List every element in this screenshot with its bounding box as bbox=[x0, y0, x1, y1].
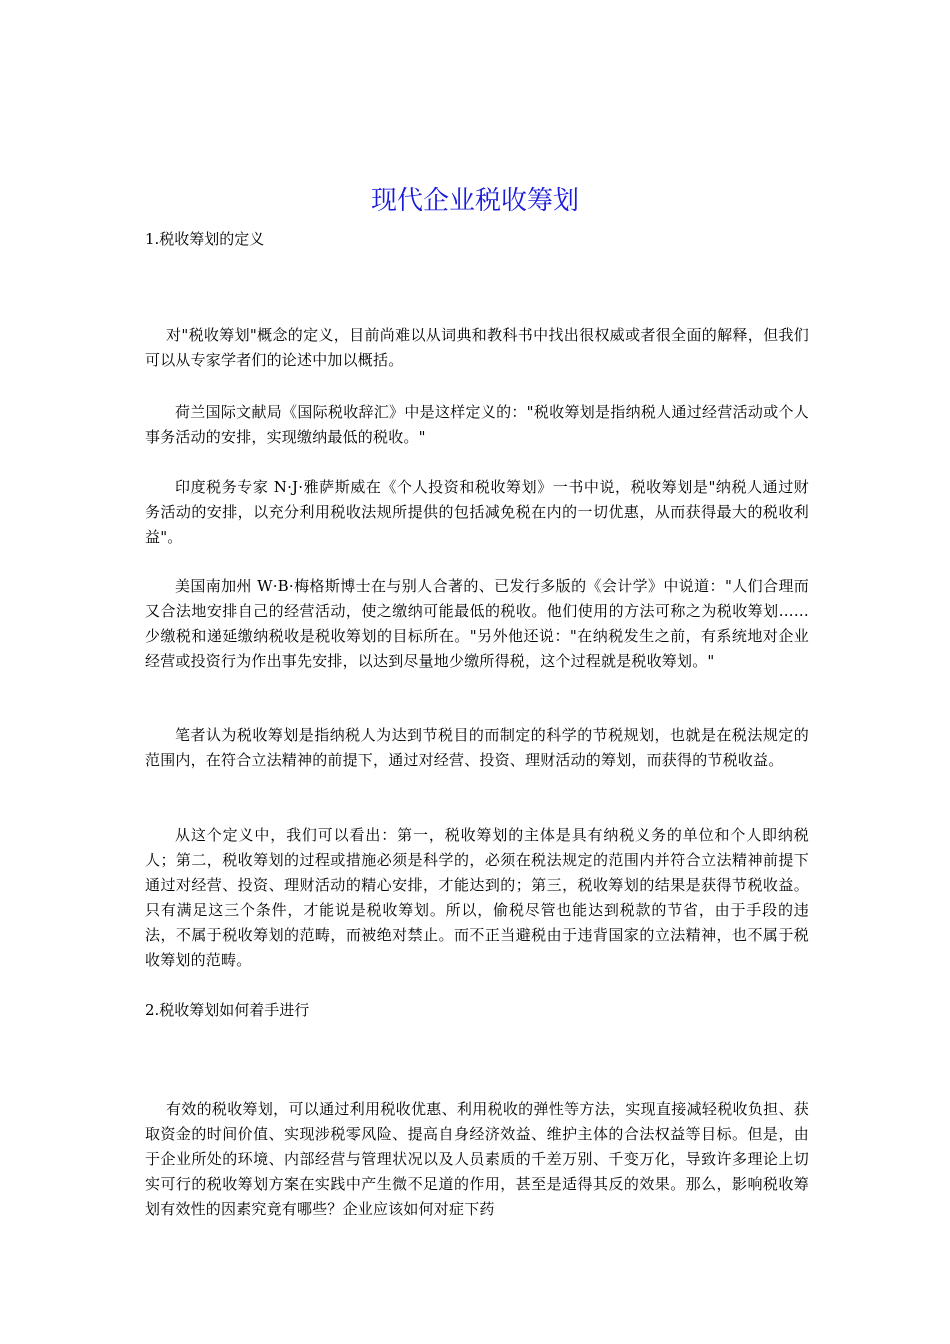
paragraph-1-1: 对"税收筹划"概念的定义，目前尚难以从词典和教科书中找出很权威或者很全面的解释，但我们可以从专家学者们的论述中加以概括。 bbox=[145, 326, 809, 369]
paragraph-1-6: 从这个定义中，我们可以看出：第一，税收筹划的主体是具有纳税义务的单位和个人即纳税人；第二，税收筹划的过程或措施必须是科学的，必须在税法规定的范围内并符合立法精神前提下通过对经营、投资、理财活动的精心安排，才能达到的；第三，税收筹划的结果是获得节税收益。只有满足这三个条件，才能说是税收筹划。所以，偷税尽管也能达到税款的节省，由于手段的违法，不属于税收筹划的范畴，而被绝对禁止。而不正当避税由于违背国家的立法精神，也不属于税收筹划的范畴。 bbox=[145, 826, 809, 969]
paragraph-2-1: 有效的税收筹划，可以通过利用税收优惠、利用税收的弹性等方法，实现直接减轻税收负担、获取资金的时间价值、实现涉税零风险、提高自身经济效益、维护主体的合法权益等目标。但是，由于企业所处的环境、内部经营与管理状况以及人员素质的千差万别、千变万化，导致许多理论上切实可行的税收筹划方案在实践中产生微不足道的作用，甚至是适得其反的效果。那么，影响税收筹划有效性的因素究竟有哪些？企业应该如何对症下药 bbox=[145, 1100, 809, 1218]
document-title: 现代企业税收筹划 bbox=[370, 186, 579, 216]
paragraph-1-5: 笔者认为税收筹划是指纳税人为达到节税目的而制定的科学的节税规划，也就是在税法规定的范围内，在符合立法精神的前提下，通过对经营、投资、理财活动的筹划，而获得的节税收益。 bbox=[145, 726, 809, 769]
section-heading-1: 1.税收筹划的定义 bbox=[145, 230, 265, 248]
paragraph-1-3: 印度税务专家 N·J·雅萨斯威在《个人投资和税收筹划》一书中说，税收筹划是"纳税人通过财务活动的安排，以充分利用税收法规所提供的包括减免税在内的一切优惠，从而获得最大的税收利益"。 bbox=[145, 478, 809, 546]
paragraph-1-4: 美国南加州 W·B·梅格斯博士在与别人合著的、已发行多版的《会计学》中说道："人们合理而又合法地安排自己的经营活动，使之缴纳可能最低的税收。他们使用的方法可称之为税收筹划……少缴税和递延缴纳税收是税收筹划的目标所在。"另外他还说："在纳税发生之前，有系统地对企业经营或投资行为作出事先安排，以达到尽量地少缴所得税，这个过程就是税收筹划。" bbox=[145, 577, 809, 670]
paragraph-1-2: 荷兰国际文献局《国际税收辞汇》中是这样定义的："税收筹划是指纳税人通过经营活动或个人事务活动的安排，实现缴纳最低的税收。" bbox=[145, 403, 809, 446]
section-heading-2: 2.税收筹划如何着手进行 bbox=[145, 1001, 310, 1019]
